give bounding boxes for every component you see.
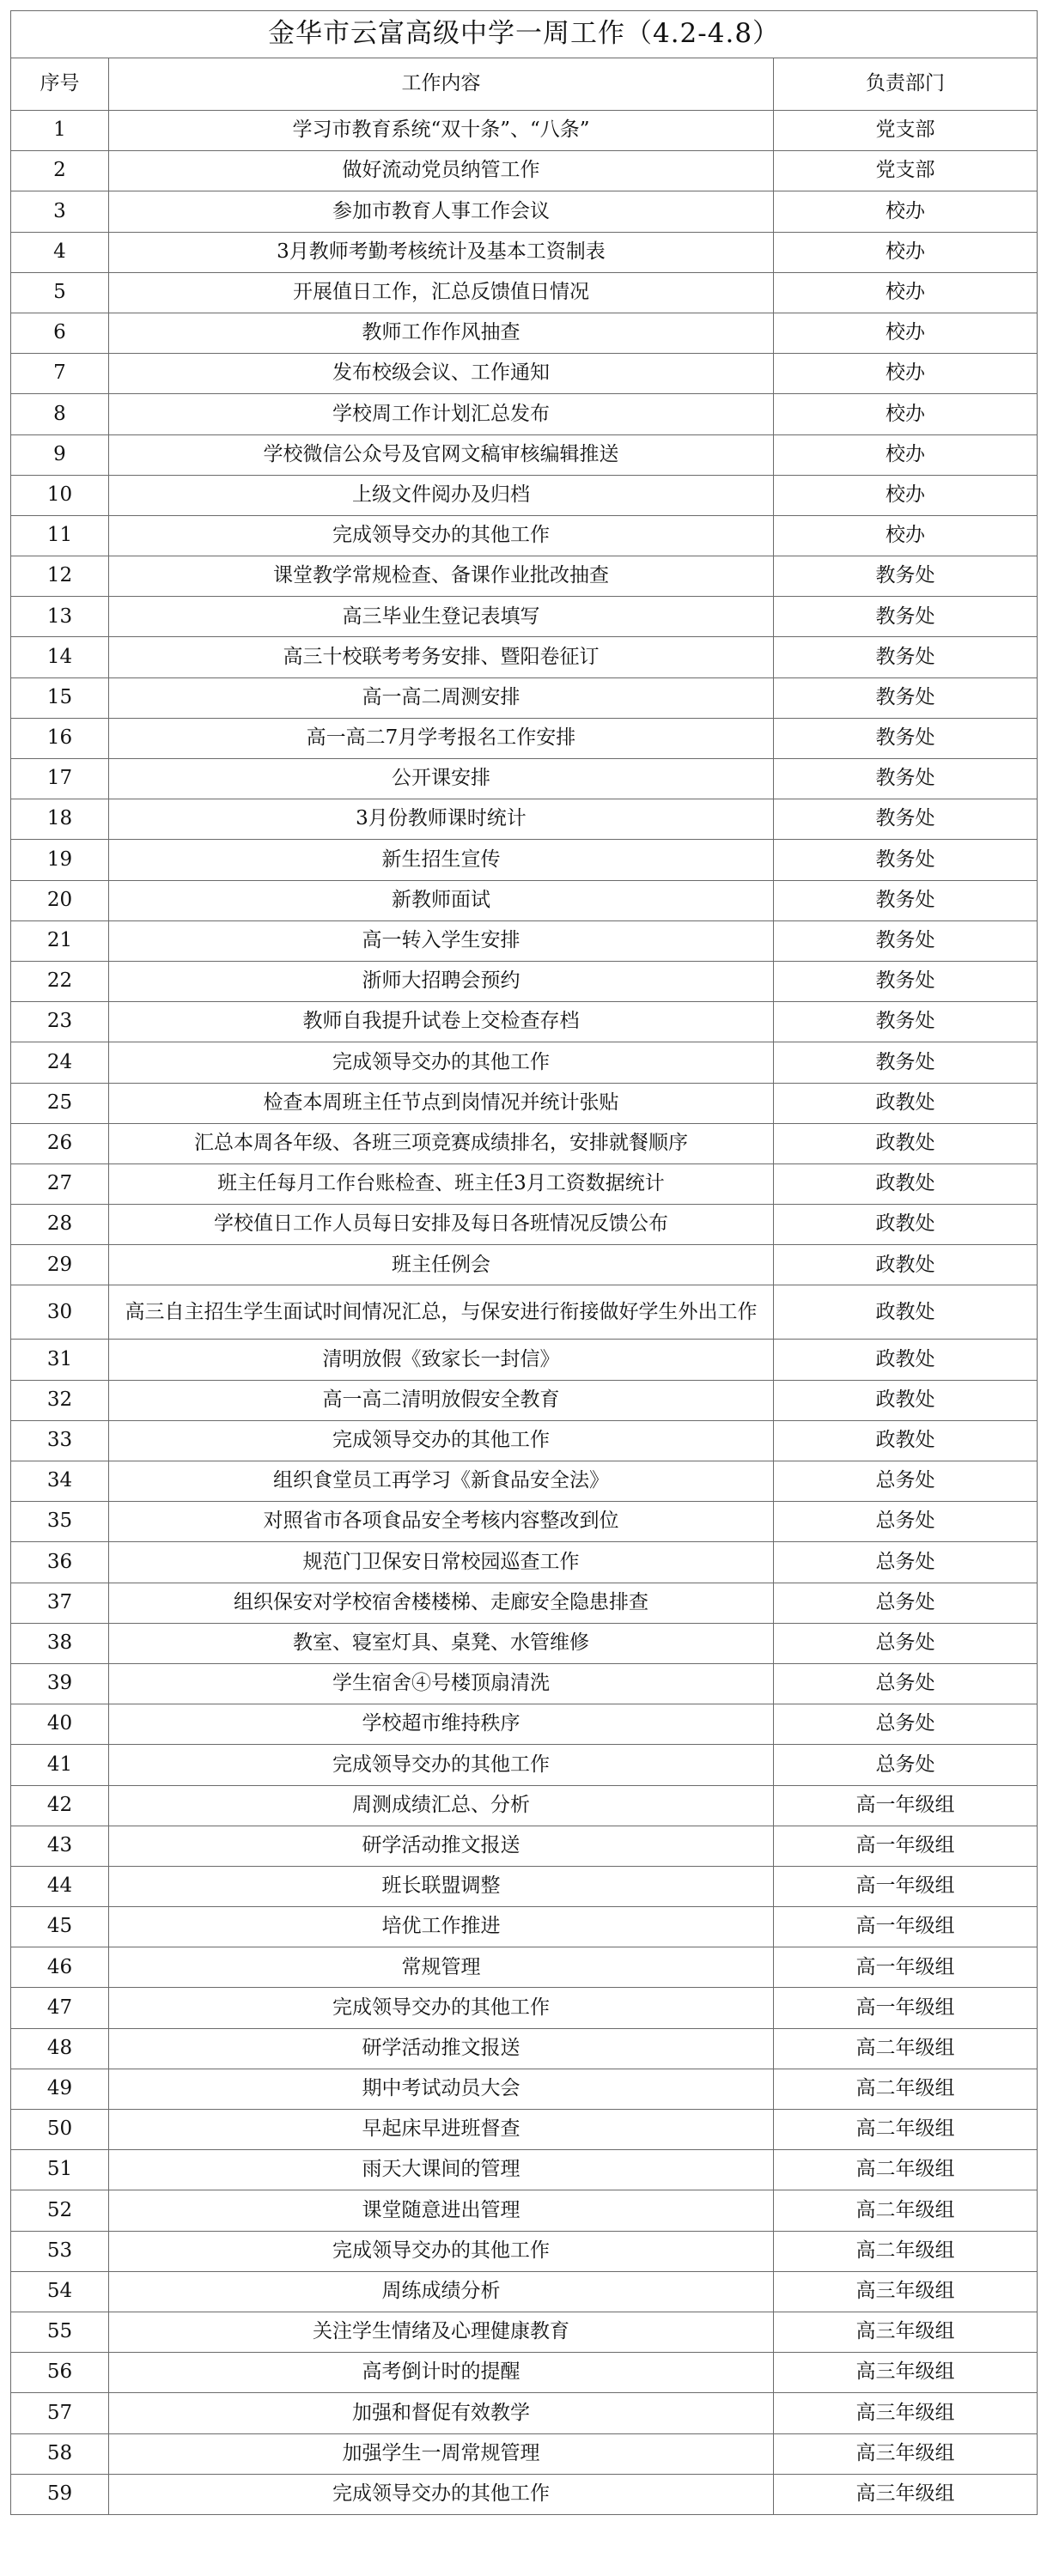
table-row	[11, 1461, 1038, 1502]
row-responsible-dept: 高一年级组	[774, 1947, 1038, 1988]
table-body	[11, 111, 1038, 2515]
row-responsible-dept: 教务处	[774, 597, 1038, 637]
row-number: 32	[11, 1380, 109, 1420]
row-responsible-dept: 总务处	[774, 1542, 1038, 1583]
row-number: 49	[11, 2069, 109, 2109]
table-row	[11, 272, 1038, 313]
row-responsible-dept: 总务处	[774, 1704, 1038, 1745]
table-row	[11, 1745, 1038, 1785]
row-responsible-dept: 校办	[774, 313, 1038, 353]
row-work-content: 汇总本周各年级、各班三项竞赛成绩排名，安排就餐顺序	[109, 1123, 774, 1163]
table-row	[11, 111, 1038, 151]
row-work-content: 规范门卫保安日常校园巡查工作	[109, 1542, 774, 1583]
row-work-content: 高三毕业生登记表填写	[109, 597, 774, 637]
table-row	[11, 313, 1038, 353]
row-work-content: 研学活动推文报送	[109, 1826, 774, 1866]
row-work-content: 检查本周班主任节点到岗情况并统计张贴	[109, 1083, 774, 1123]
row-responsible-dept: 高一年级组	[774, 1988, 1038, 2028]
row-responsible-dept: 总务处	[774, 1461, 1038, 1502]
row-number: 31	[11, 1340, 109, 1380]
weekly-work-table	[10, 10, 1038, 2515]
header-responsible-dept: 负责部门	[774, 58, 1038, 111]
row-work-content: 关注学生情绪及心理健康教育	[109, 2312, 774, 2352]
row-work-content: 早起床早进班督查	[109, 2110, 774, 2150]
row-responsible-dept: 教务处	[774, 556, 1038, 597]
row-responsible-dept: 教务处	[774, 961, 1038, 1001]
row-work-content: 期中考试动员大会	[109, 2069, 774, 2109]
row-number: 30	[11, 1285, 109, 1340]
row-number: 42	[11, 1785, 109, 1826]
row-responsible-dept: 高二年级组	[774, 2150, 1038, 2190]
row-number: 27	[11, 1163, 109, 1204]
table-row	[11, 920, 1038, 961]
table-row	[11, 1380, 1038, 1420]
row-number: 56	[11, 2353, 109, 2393]
row-number: 59	[11, 2474, 109, 2514]
row-responsible-dept: 高三年级组	[774, 2271, 1038, 2312]
row-work-content: 参加市教育人事工作会议	[109, 191, 774, 232]
row-work-content: 开展值日工作，汇总反馈值日情况	[109, 272, 774, 313]
row-work-content: 完成领导交办的其他工作	[109, 1988, 774, 2028]
row-number: 6	[11, 313, 109, 353]
row-number: 25	[11, 1083, 109, 1123]
row-number: 23	[11, 1002, 109, 1042]
row-work-content: 组织食堂员工再学习《新食品安全法》	[109, 1461, 774, 1502]
row-work-content: 清明放假《致家长一封信》	[109, 1340, 774, 1380]
row-work-content: 完成领导交办的其他工作	[109, 515, 774, 556]
row-number: 2	[11, 151, 109, 191]
row-number: 24	[11, 1042, 109, 1083]
table-row	[11, 2271, 1038, 2312]
row-work-content: 3月教师考勤考核统计及基本工资制表	[109, 232, 774, 272]
row-responsible-dept: 高二年级组	[774, 2110, 1038, 2150]
table-row	[11, 1042, 1038, 1083]
row-number: 11	[11, 515, 109, 556]
row-number: 55	[11, 2312, 109, 2352]
row-responsible-dept: 高二年级组	[774, 2190, 1038, 2231]
table-row	[11, 2231, 1038, 2271]
row-work-content: 上级文件阅办及归档	[109, 475, 774, 515]
table-row	[11, 718, 1038, 758]
row-responsible-dept: 高三年级组	[774, 2312, 1038, 2352]
table-row	[11, 2393, 1038, 2433]
row-responsible-dept: 党支部	[774, 151, 1038, 191]
table-row	[11, 840, 1038, 880]
table-row	[11, 597, 1038, 637]
row-work-content: 常规管理	[109, 1947, 774, 1988]
row-number: 47	[11, 1988, 109, 2028]
row-number: 41	[11, 1745, 109, 1785]
row-responsible-dept: 校办	[774, 434, 1038, 475]
row-number: 19	[11, 840, 109, 880]
row-number: 16	[11, 718, 109, 758]
table-row	[11, 1245, 1038, 1285]
row-work-content: 学校值日工作人员每日安排及每日各班情况反馈公布	[109, 1205, 774, 1245]
table-row	[11, 434, 1038, 475]
row-work-content: 学校超市维持秩序	[109, 1704, 774, 1745]
row-number: 46	[11, 1947, 109, 1988]
table-row	[11, 1907, 1038, 1947]
table-row	[11, 637, 1038, 677]
row-responsible-dept: 高三年级组	[774, 2474, 1038, 2514]
row-number: 51	[11, 2150, 109, 2190]
row-work-content: 班长联盟调整	[109, 1866, 774, 1906]
row-responsible-dept: 校办	[774, 394, 1038, 434]
row-number: 5	[11, 272, 109, 313]
row-responsible-dept: 教务处	[774, 759, 1038, 799]
row-work-content: 对照省市各项食品安全考核内容整改到位	[109, 1502, 774, 1542]
row-work-content: 教师自我提升试卷上交检查存档	[109, 1002, 774, 1042]
table-row	[11, 1123, 1038, 1163]
table-row	[11, 2069, 1038, 2109]
row-responsible-dept: 教务处	[774, 1042, 1038, 1083]
table-row	[11, 1002, 1038, 1042]
row-responsible-dept: 教务处	[774, 637, 1038, 677]
table-row	[11, 1285, 1038, 1340]
row-responsible-dept: 高一年级组	[774, 1907, 1038, 1947]
row-work-content: 发布校级会议、工作通知	[109, 354, 774, 394]
table-row	[11, 1826, 1038, 1866]
row-number: 17	[11, 759, 109, 799]
row-work-content: 高一高二清明放假安全教育	[109, 1380, 774, 1420]
row-work-content: 完成领导交办的其他工作	[109, 1745, 774, 1785]
row-work-content: 学校周工作计划汇总发布	[109, 394, 774, 434]
row-work-content: 公开课安排	[109, 759, 774, 799]
table-row	[11, 1704, 1038, 1745]
row-responsible-dept: 教务处	[774, 1002, 1038, 1042]
table-row	[11, 2150, 1038, 2190]
row-work-content: 新教师面试	[109, 880, 774, 920]
row-work-content: 高三十校联考考务安排、暨阳卷征订	[109, 637, 774, 677]
row-responsible-dept: 政教处	[774, 1163, 1038, 1204]
row-work-content: 做好流动党员纳管工作	[109, 151, 774, 191]
table-row	[11, 475, 1038, 515]
row-responsible-dept: 高二年级组	[774, 2069, 1038, 2109]
row-responsible-dept: 教务处	[774, 880, 1038, 920]
row-responsible-dept: 政教处	[774, 1245, 1038, 1285]
table-row	[11, 2110, 1038, 2150]
row-work-content: 新生招生宣传	[109, 840, 774, 880]
row-number: 37	[11, 1583, 109, 1623]
row-number: 57	[11, 2393, 109, 2433]
row-responsible-dept: 教务处	[774, 677, 1038, 718]
row-number: 3	[11, 191, 109, 232]
row-number: 43	[11, 1826, 109, 1866]
row-responsible-dept: 政教处	[774, 1420, 1038, 1461]
row-number: 28	[11, 1205, 109, 1245]
row-responsible-dept: 教务处	[774, 799, 1038, 840]
row-work-content: 组织保安对学校宿舍楼楼梯、走廊安全隐患排查	[109, 1583, 774, 1623]
table-row	[11, 394, 1038, 434]
row-responsible-dept: 总务处	[774, 1583, 1038, 1623]
row-work-content: 高一转入学生安排	[109, 920, 774, 961]
row-number: 1	[11, 111, 109, 151]
header-work-content: 工作内容	[109, 58, 774, 111]
row-number: 10	[11, 475, 109, 515]
table-row	[11, 677, 1038, 718]
row-work-content: 完成领导交办的其他工作	[109, 1420, 774, 1461]
row-number: 13	[11, 597, 109, 637]
row-work-content: 研学活动推文报送	[109, 2028, 774, 2069]
row-responsible-dept: 教务处	[774, 840, 1038, 880]
row-number: 50	[11, 2110, 109, 2150]
row-number: 21	[11, 920, 109, 961]
table-row	[11, 1083, 1038, 1123]
row-number: 53	[11, 2231, 109, 2271]
table-row	[11, 1502, 1038, 1542]
row-responsible-dept: 教务处	[774, 920, 1038, 961]
table-row	[11, 2190, 1038, 2231]
row-number: 9	[11, 434, 109, 475]
row-number: 20	[11, 880, 109, 920]
row-work-content: 班主任每月工作台账检查、班主任3月工资数据统计	[109, 1163, 774, 1204]
row-work-content: 3月份教师课时统计	[109, 799, 774, 840]
table-row	[11, 2312, 1038, 2352]
row-responsible-dept: 校办	[774, 191, 1038, 232]
row-number: 52	[11, 2190, 109, 2231]
row-number: 39	[11, 1663, 109, 1704]
table-row	[11, 1205, 1038, 1245]
row-responsible-dept: 高一年级组	[774, 1785, 1038, 1826]
row-number: 36	[11, 1542, 109, 1583]
row-work-content: 周测成绩汇总、分析	[109, 1785, 774, 1826]
row-number: 26	[11, 1123, 109, 1163]
row-work-content: 浙师大招聘会预约	[109, 961, 774, 1001]
row-number: 34	[11, 1461, 109, 1502]
table-row	[11, 1623, 1038, 1663]
row-responsible-dept: 总务处	[774, 1502, 1038, 1542]
row-number: 33	[11, 1420, 109, 1461]
row-work-content: 加强学生一周常规管理	[109, 2433, 774, 2474]
table-title: 金华市云富高级中学一周工作（4.2-4.8）	[11, 11, 1038, 58]
row-work-content: 雨天大课间的管理	[109, 2150, 774, 2190]
table-row	[11, 2353, 1038, 2393]
row-work-content: 完成领导交办的其他工作	[109, 2231, 774, 2271]
row-work-content: 课堂教学常规检查、备课作业批改抽查	[109, 556, 774, 597]
row-number: 8	[11, 394, 109, 434]
row-number: 22	[11, 961, 109, 1001]
row-work-content: 课堂随意进出管理	[109, 2190, 774, 2231]
row-responsible-dept: 校办	[774, 354, 1038, 394]
table-row	[11, 2028, 1038, 2069]
row-work-content: 学习市教育系统“双十条”、“八条”	[109, 111, 774, 151]
row-number: 45	[11, 1907, 109, 1947]
row-number: 29	[11, 1245, 109, 1285]
row-number: 58	[11, 2433, 109, 2474]
weekly-work-sheet	[10, 10, 1037, 2515]
table-row	[11, 1866, 1038, 1906]
row-responsible-dept: 高二年级组	[774, 2028, 1038, 2069]
row-work-content: 完成领导交办的其他工作	[109, 1042, 774, 1083]
row-responsible-dept: 政教处	[774, 1205, 1038, 1245]
table-row	[11, 1163, 1038, 1204]
row-number: 12	[11, 556, 109, 597]
row-number: 14	[11, 637, 109, 677]
row-work-content: 学校微信公众号及官网文稿审核编辑推送	[109, 434, 774, 475]
row-work-content: 班主任例会	[109, 1245, 774, 1285]
row-number: 7	[11, 354, 109, 394]
row-responsible-dept: 总务处	[774, 1745, 1038, 1785]
table-row	[11, 151, 1038, 191]
table-row	[11, 961, 1038, 1001]
row-responsible-dept: 政教处	[774, 1340, 1038, 1380]
row-responsible-dept: 总务处	[774, 1663, 1038, 1704]
row-responsible-dept: 高三年级组	[774, 2353, 1038, 2393]
table-row	[11, 2474, 1038, 2514]
row-work-content: 高考倒计时的提醒	[109, 2353, 774, 2393]
table-row	[11, 1583, 1038, 1623]
row-responsible-dept: 校办	[774, 475, 1038, 515]
row-responsible-dept: 高三年级组	[774, 2433, 1038, 2474]
row-number: 40	[11, 1704, 109, 1745]
row-responsible-dept: 政教处	[774, 1123, 1038, 1163]
row-work-content: 加强和督促有效教学	[109, 2393, 774, 2433]
row-responsible-dept: 政教处	[774, 1285, 1038, 1340]
row-number: 15	[11, 677, 109, 718]
table-row	[11, 1542, 1038, 1583]
row-work-content: 教室、寝室灯具、桌凳、水管维修	[109, 1623, 774, 1663]
row-number: 44	[11, 1866, 109, 1906]
table-row	[11, 556, 1038, 597]
table-row	[11, 799, 1038, 840]
row-work-content: 培优工作推进	[109, 1907, 774, 1947]
header-number: 序号	[11, 58, 109, 111]
row-responsible-dept: 校办	[774, 515, 1038, 556]
row-work-content: 高一高二7月学考报名工作安排	[109, 718, 774, 758]
row-responsible-dept: 高三年级组	[774, 2393, 1038, 2433]
table-row	[11, 1420, 1038, 1461]
row-responsible-dept: 教务处	[774, 718, 1038, 758]
row-work-content: 周练成绩分析	[109, 2271, 774, 2312]
row-responsible-dept: 党支部	[774, 111, 1038, 151]
row-number: 4	[11, 232, 109, 272]
row-responsible-dept: 校办	[774, 272, 1038, 313]
table-row	[11, 1340, 1038, 1380]
table-row	[11, 1663, 1038, 1704]
table-row	[11, 759, 1038, 799]
row-work-content: 高一高二周测安排	[109, 677, 774, 718]
row-responsible-dept: 政教处	[774, 1380, 1038, 1420]
table-row	[11, 515, 1038, 556]
row-number: 35	[11, 1502, 109, 1542]
table-row	[11, 354, 1038, 394]
table-row	[11, 1988, 1038, 2028]
row-responsible-dept: 政教处	[774, 1083, 1038, 1123]
row-work-content: 学生宿舍④号楼顶扇清洗	[109, 1663, 774, 1704]
row-work-content: 完成领导交办的其他工作	[109, 2474, 774, 2514]
table-row	[11, 232, 1038, 272]
table-row	[11, 1947, 1038, 1988]
row-number: 48	[11, 2028, 109, 2069]
row-responsible-dept: 高一年级组	[774, 1826, 1038, 1866]
row-responsible-dept: 校办	[774, 232, 1038, 272]
table-row	[11, 1785, 1038, 1826]
row-responsible-dept: 总务处	[774, 1623, 1038, 1663]
table-row	[11, 191, 1038, 232]
row-work-content: 教师工作作风抽查	[109, 313, 774, 353]
row-work-content: 高三自主招生学生面试时间情况汇总，与保安进行衔接做好学生外出工作	[109, 1285, 774, 1340]
row-number: 54	[11, 2271, 109, 2312]
row-responsible-dept: 高一年级组	[774, 1866, 1038, 1906]
row-number: 38	[11, 1623, 109, 1663]
row-responsible-dept: 高二年级组	[774, 2231, 1038, 2271]
table-row	[11, 2433, 1038, 2474]
table-row	[11, 880, 1038, 920]
row-number: 18	[11, 799, 109, 840]
